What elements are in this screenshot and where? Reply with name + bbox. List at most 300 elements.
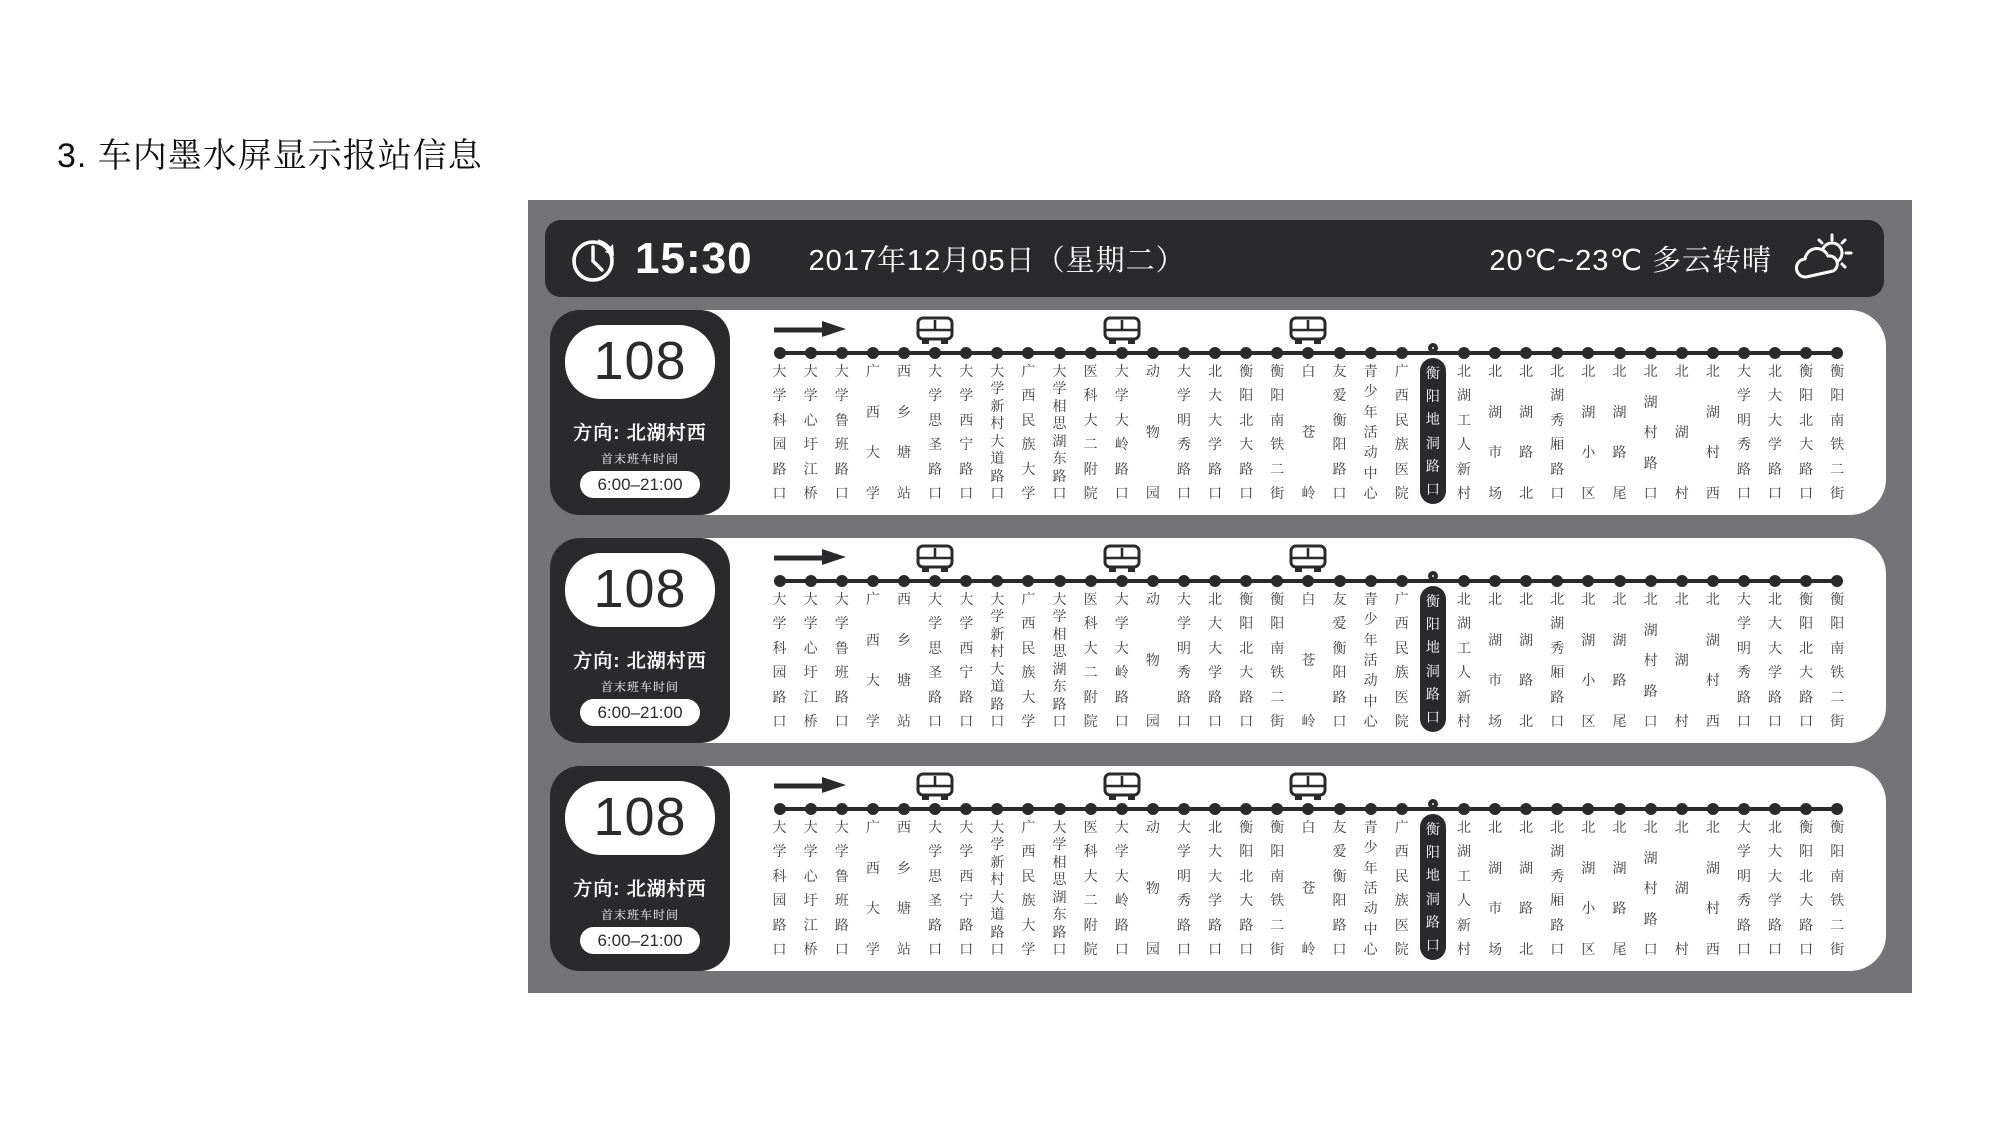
station-column [951,766,982,971]
station-label: 广 西 大 学 [865,363,880,501]
station-dot [1831,575,1843,587]
station-dot [1800,803,1812,815]
station-dot [805,575,817,587]
station-dot [1551,803,1563,815]
station-label: 大 学 大 岭 路 口 [1114,591,1129,729]
station-dot [1271,347,1283,359]
station-dot [1489,803,1501,815]
partly-cloudy-icon [1794,231,1856,287]
station-dot [1365,575,1377,587]
page-title: 3. 车内墨水屏显示报站信息 [57,137,483,175]
station-column [1791,766,1822,971]
station-dot [1085,803,1097,815]
station-label: 大 学 西 宁 路 口 [959,591,974,729]
time-display: 15:30 [635,233,753,283]
station-dot [774,803,786,815]
station-column [1200,310,1231,515]
station-dot [1334,803,1346,815]
station-dot [1116,347,1128,359]
station-dot [1614,575,1626,587]
station-dot [1054,575,1066,587]
station-label: 大 学 新 村 大 道 路 口 [990,819,1005,957]
station-label: 衡 阳 南 铁 二 街 [1830,591,1845,729]
station-label: 衡 阳 北 大 路 口 [1799,591,1814,729]
station-column [1137,310,1168,515]
station-column [1760,538,1791,743]
station-column [764,310,795,515]
station-dot [1707,347,1719,359]
current-station-label: 衡 阳 地 洞 路 口 [1420,586,1446,732]
station-label: 北 大 大 学 路 口 [1208,819,1223,957]
route-panel [550,766,1886,971]
station-column [1666,310,1697,515]
station-label: 西 乡 塘 站 [896,819,911,957]
station-column [1106,538,1137,743]
header-bar [545,220,1884,297]
station-label: 大 学 鲁 班 路 口 [834,819,849,957]
station-dot [1582,803,1594,815]
station-dot [1116,803,1128,815]
station-column [1573,766,1604,971]
station-label: 北 大 大 学 路 口 [1768,591,1783,729]
station-column [1666,538,1697,743]
station-dot [1209,803,1221,815]
station-dot [1831,347,1843,359]
station-dot [1520,803,1532,815]
station-column [920,310,951,515]
station-column [920,538,951,743]
station-column [1293,310,1324,515]
station-label: 北 湖 市 场 [1488,819,1503,957]
station-dot [1520,347,1532,359]
direction-label: 方向: 北湖村西 [573,879,707,900]
station-dot [960,803,972,815]
station-dot [991,347,1003,359]
station-dot [1831,803,1843,815]
station-column [1448,766,1479,971]
route-number-badge: 108 [565,325,715,399]
station-label: 大 学 相 思 湖 东 路 口 [1052,591,1067,729]
station-dot [1147,575,1159,587]
station-dot [1800,347,1812,359]
station-dot [805,347,817,359]
station-column [1044,766,1075,971]
station-label: 大 学 心 圩 江 桥 [803,591,818,729]
station-dot [1458,347,1470,359]
station-column [1542,310,1573,515]
station-dot [1022,803,1034,815]
station-column [1013,766,1044,971]
station-dot [1396,575,1408,587]
station-dot [1489,347,1501,359]
station-dot [1769,575,1781,587]
station-label: 大 学 西 宁 路 口 [959,819,974,957]
station-label: 衡 阳 北 大 路 口 [1239,363,1254,501]
station-label: 北 湖 路 尾 [1612,363,1627,501]
station-dot [1614,347,1626,359]
station-label: 北 大 大 学 路 口 [1208,591,1223,729]
station-label: 大 学 相 思 湖 东 路 口 [1052,363,1067,501]
station-dot [1458,575,1470,587]
station-column [1760,310,1791,515]
station-label: 大 学 心 圩 江 桥 [803,819,818,957]
station-label: 衡 阳 南 铁 二 街 [1270,591,1285,729]
station-dot [1085,575,1097,587]
station-label: 青 少 年 活 动 中 心 [1363,819,1378,957]
station-dot [836,347,848,359]
station-dot [774,575,786,587]
station-label: 广 西 民 族 医 院 [1394,819,1409,957]
station-dot [1334,575,1346,587]
route-number-badge: 108 [565,553,715,627]
station-column [1355,310,1386,515]
station-column [1355,766,1386,971]
station-label: 北 湖 小 区 [1581,363,1596,501]
station-dot [836,575,848,587]
station-dot [960,347,972,359]
station-column [826,310,857,515]
station-dot [1240,803,1252,815]
schedule-time-badge: 6:00–21:00 [580,471,700,498]
station-label: 大 学 明 秀 路 口 [1176,819,1191,957]
station-dot [1271,575,1283,587]
station-label: 北 湖 村 西 [1705,819,1720,957]
station-dot [1458,803,1470,815]
station-column [1355,538,1386,743]
station-label: 大 学 新 村 大 道 路 口 [990,591,1005,729]
station-dot [929,575,941,587]
station-column [1760,766,1791,971]
station-column [1324,766,1355,971]
station-dot [1489,575,1501,587]
station-dot [1707,803,1719,815]
station-dot [1582,347,1594,359]
direction-label: 方向: 北湖村西 [573,651,707,672]
station-column [1324,310,1355,515]
route-map [550,766,1886,971]
station-label: 大 学 西 宁 路 口 [959,363,974,501]
station-label: 广 西 民 族 大 学 [1021,819,1036,957]
station-label: 北 湖 工 人 新 村 [1456,591,1471,729]
station-label: 北 大 大 学 路 口 [1208,363,1223,501]
station-dot [1738,347,1750,359]
station-label: 北 湖 路 北 [1519,819,1534,957]
station-dot [867,803,879,815]
station-dot [991,803,1003,815]
station-label: 友 爱 衡 阳 路 口 [1332,591,1347,729]
station-column [1200,766,1231,971]
station-column [826,766,857,971]
station-column [764,538,795,743]
station-label: 大 学 明 秀 路 口 [1736,363,1751,501]
station-label: 大 学 大 岭 路 口 [1114,819,1129,957]
station-dot [1178,347,1190,359]
station-label: 北 湖 村 西 [1705,591,1720,729]
station-label: 北 湖 路 尾 [1612,591,1627,729]
station-label: 白 苍 岭 [1301,363,1316,501]
station-dot [836,803,848,815]
stations-strip [764,538,1853,743]
station-label: 广 西 民 族 大 学 [1021,363,1036,501]
schedule-time-badge: 6:00–21:00 [580,699,700,726]
station-label: 白 苍 岭 [1301,819,1316,957]
station-column [1480,766,1511,971]
schedule-label: 首末班车时间 [600,452,679,466]
station-dot [1614,803,1626,815]
station-dot [805,803,817,815]
station-column [1231,538,1262,743]
station-label: 大 学 科 园 路 口 [772,591,787,729]
station-column [1293,538,1324,743]
station-label: 北 湖 秀 厢 路 口 [1550,591,1565,729]
station-label: 北 湖 市 场 [1488,591,1503,729]
station-column [982,538,1013,743]
station-dot [1178,803,1190,815]
station-label: 大 学 鲁 班 路 口 [834,363,849,501]
station-label: 北 湖 工 人 新 村 [1456,363,1471,501]
station-column [1013,538,1044,743]
station-column [1324,538,1355,743]
station-column [795,538,826,743]
station-label: 大 学 科 园 路 口 [772,363,787,501]
station-dot [1520,575,1532,587]
station-dot [1085,347,1097,359]
station-dot [1116,575,1128,587]
station-label: 大 学 鲁 班 路 口 [834,591,849,729]
route-panel [550,538,1886,743]
station-label: 北 湖 秀 厢 路 口 [1550,819,1565,957]
station-column [1697,310,1728,515]
station-column [1448,310,1479,515]
station-dot [1054,347,1066,359]
station-column [982,310,1013,515]
station-dot [1645,803,1657,815]
station-label: 北 大 大 学 路 口 [1768,363,1783,501]
station-column [1728,766,1759,971]
station-dot [1365,347,1377,359]
station-label: 大 学 明 秀 路 口 [1736,819,1751,957]
station-column [1480,310,1511,515]
station-column [1417,310,1448,515]
station-label: 友 爱 衡 阳 路 口 [1332,363,1347,501]
station-column [1168,766,1199,971]
station-label: 大 学 思 圣 路 口 [928,819,943,957]
station-dot [1645,575,1657,587]
station-dot [1551,347,1563,359]
station-label: 大 学 大 岭 路 口 [1114,363,1129,501]
station-label: 北 湖 路 北 [1519,591,1534,729]
station-column [1822,538,1853,743]
station-label: 大 学 明 秀 路 口 [1176,591,1191,729]
station-dot [1022,575,1034,587]
station-dot [1645,347,1657,359]
station-dot [1676,347,1688,359]
schedule-time-badge: 6:00–21:00 [580,927,700,954]
station-label: 北 湖 村 路 口 [1643,819,1658,957]
station-label: 大 学 新 村 大 道 路 口 [990,363,1005,501]
station-column [1635,766,1666,971]
station-label: 北 湖 路 尾 [1612,819,1627,957]
station-column [1791,538,1822,743]
station-dot [1738,803,1750,815]
station-column [1013,310,1044,515]
station-column [795,310,826,515]
station-dot [1054,803,1066,815]
station-dot [1271,803,1283,815]
station-column [1168,310,1199,515]
station-dot [1676,575,1688,587]
route-map [550,310,1886,515]
station-label: 北 湖 路 北 [1519,363,1534,501]
station-column [1386,766,1417,971]
station-dot [867,575,879,587]
station-label: 广 西 民 族 医 院 [1394,591,1409,729]
station-label: 北 湖 村 [1674,591,1689,729]
station-column [1417,766,1448,971]
station-label: 青 少 年 活 动 中 心 [1363,363,1378,501]
station-column [1604,310,1635,515]
station-column [1137,766,1168,971]
station-dot [1769,347,1781,359]
station-label: 西 乡 塘 站 [896,591,911,729]
station-label: 北 湖 工 人 新 村 [1456,819,1471,957]
station-label: 北 湖 村 [1674,363,1689,501]
station-column [1511,766,1542,971]
route-card [550,310,730,515]
station-label: 动 物 园 [1145,819,1160,957]
station-column [951,538,982,743]
station-label: 北 湖 小 区 [1581,591,1596,729]
station-label: 青 少 年 活 动 中 心 [1363,591,1378,729]
station-column [1697,766,1728,971]
station-dot [1365,803,1377,815]
station-label: 动 物 园 [1145,591,1160,729]
station-label: 北 湖 村 路 口 [1643,591,1658,729]
station-column [1168,538,1199,743]
station-dot [991,575,1003,587]
station-label: 衡 阳 南 铁 二 街 [1830,819,1845,957]
station-label: 大 学 科 园 路 口 [772,819,787,957]
route-card [550,538,730,743]
station-label: 医 科 大 二 附 院 [1083,819,1098,957]
weather-display: 20℃~23℃ 多云转晴 [1489,245,1772,277]
station-label: 西 乡 塘 站 [896,363,911,501]
station-label: 北 湖 村 路 口 [1643,363,1658,501]
station-column [1822,766,1853,971]
station-dot [1582,575,1594,587]
station-dot [1147,803,1159,815]
station-column [1386,310,1417,515]
station-column [1293,766,1324,971]
eink-display [528,200,1912,993]
station-column [1573,310,1604,515]
station-dot [1396,803,1408,815]
direction-label: 方向: 北湖村西 [573,423,707,444]
station-label: 北 大 大 学 路 口 [1768,819,1783,957]
station-column [1044,538,1075,743]
station-dot [1302,347,1314,359]
station-dot [929,803,941,815]
station-dot [898,347,910,359]
stations-strip [764,310,1853,515]
station-column [920,766,951,971]
station-label: 动 物 园 [1145,363,1160,501]
station-column [1635,538,1666,743]
station-column [1480,538,1511,743]
station-label: 衡 阳 北 大 路 口 [1799,363,1814,501]
station-column [1635,310,1666,515]
station-column [1697,538,1728,743]
station-label: 广 西 大 学 [865,819,880,957]
current-station-dot [1428,343,1438,353]
station-dot [1302,803,1314,815]
route-number-badge: 108 [565,781,715,855]
station-column [1573,538,1604,743]
station-label: 广 西 大 学 [865,591,880,729]
current-station-dot [1428,571,1438,581]
station-dot [1302,575,1314,587]
station-column [1231,310,1262,515]
stations-strip [764,766,1853,971]
station-column [857,310,888,515]
station-dot [1551,575,1563,587]
station-column [1822,310,1853,515]
station-column [764,766,795,971]
schedule-label: 首末班车时间 [600,908,679,922]
station-dot [898,575,910,587]
date-display: 2017年12月05日（星期二） [808,245,1186,277]
station-dot [867,347,879,359]
station-label: 北 湖 秀 厢 路 口 [1550,363,1565,501]
station-dot [1396,347,1408,359]
station-dot [1676,803,1688,815]
route-panel [550,310,1886,515]
station-dot [1147,347,1159,359]
station-label: 友 爱 衡 阳 路 口 [1332,819,1347,957]
station-column [857,766,888,971]
station-label: 广 西 民 族 医 院 [1394,363,1409,501]
station-label: 北 湖 市 场 [1488,363,1503,501]
station-column [1044,310,1075,515]
station-label: 医 科 大 二 附 院 [1083,363,1098,501]
station-dot [898,803,910,815]
station-label: 大 学 思 圣 路 口 [928,363,943,501]
station-dot [929,347,941,359]
station-column [1728,538,1759,743]
station-column [1728,310,1759,515]
station-label: 大 学 相 思 湖 东 路 口 [1052,819,1067,957]
station-dot [1334,347,1346,359]
station-label: 北 湖 小 区 [1581,819,1596,957]
station-dot [1178,575,1190,587]
station-column [1666,766,1697,971]
station-dot [774,347,786,359]
station-label: 衡 阳 南 铁 二 街 [1270,819,1285,957]
station-dot [960,575,972,587]
station-column [1137,538,1168,743]
station-label: 白 苍 岭 [1301,591,1316,729]
station-dot [1769,803,1781,815]
station-column [1448,538,1479,743]
station-column [1604,766,1635,971]
station-column [1542,538,1573,743]
station-label: 大 学 明 秀 路 口 [1176,363,1191,501]
station-label: 衡 阳 北 大 路 口 [1799,819,1814,957]
station-column [1604,538,1635,743]
station-label: 衡 阳 南 铁 二 街 [1270,363,1285,501]
station-dot [1240,575,1252,587]
station-column [1542,766,1573,971]
